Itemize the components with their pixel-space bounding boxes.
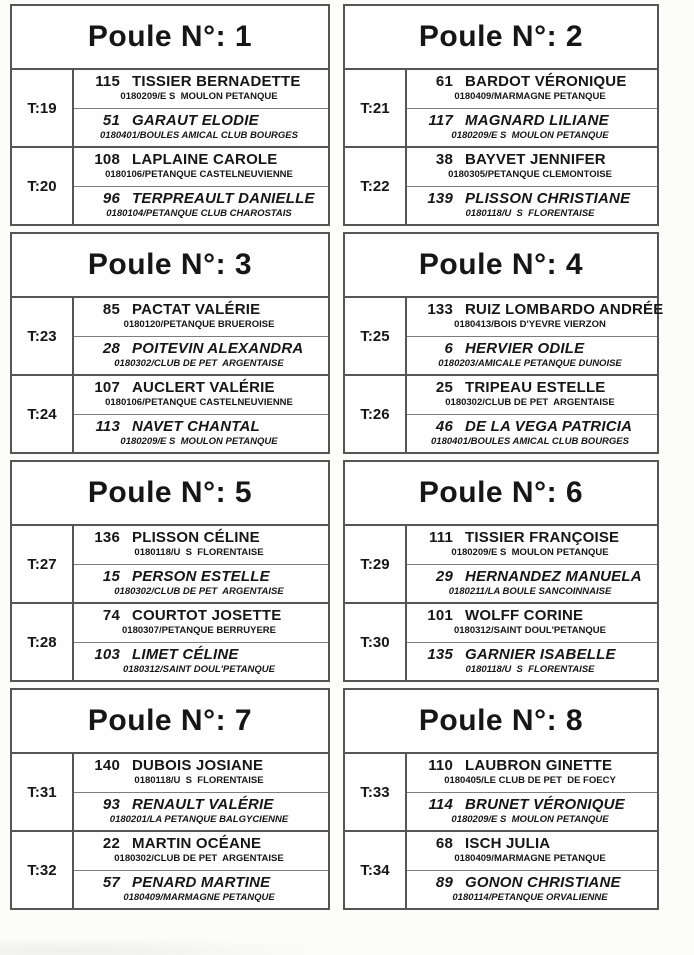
- teams-cell: [74, 376, 328, 452]
- team-line: [74, 379, 324, 396]
- team-club: 0180118/U S FLORENTAISE: [134, 775, 264, 787]
- team-name: PACTAT VALÉRIE: [132, 301, 261, 319]
- team-line: [74, 418, 324, 435]
- team-line: [74, 529, 324, 546]
- team-number: 29: [435, 567, 453, 585]
- team-name: TISSIER BERNADETTE: [132, 73, 301, 91]
- team-entry: [74, 415, 328, 453]
- team-entry: [74, 832, 328, 871]
- team-line: [407, 646, 653, 663]
- team-entry: [407, 298, 664, 337]
- team-club: 0180118/U S FLORENTAISE: [465, 207, 595, 219]
- team-name: PERSON ESTELLE: [132, 567, 270, 585]
- team-number: 140: [94, 757, 120, 775]
- match-row: [12, 754, 328, 832]
- team-name: HERNANDEZ MANUELA: [465, 567, 642, 585]
- team-club: 0180302/CLUB DE PET ARGENTAISE: [114, 357, 284, 369]
- team-name: GARAUT ELODIE: [132, 111, 259, 129]
- team-number: 114: [428, 795, 453, 813]
- team-club: 0180201/LA PETANQUE BALGYCIENNE: [109, 813, 289, 825]
- team-entry: [407, 376, 657, 415]
- team-number: 74: [102, 607, 120, 625]
- team-club: 0180106/PETANQUE CASTELNEUVIENNE: [105, 169, 293, 181]
- teams-cell: [407, 832, 657, 908]
- team-name: TERPREAULT DANIELLE: [132, 189, 315, 207]
- team-line: [407, 73, 653, 90]
- team-club: 0180120/PETANQUE BRUEROISE: [123, 319, 275, 331]
- pool-title: Poule N°: 5: [12, 462, 328, 526]
- team-club: 0180302/CLUB DE PET ARGENTAISE: [445, 397, 615, 409]
- team-name: NAVET CHANTAL: [132, 417, 260, 435]
- team-entry: [74, 70, 328, 109]
- match-row: [345, 70, 657, 148]
- pool-title: Poule N°: 7: [12, 690, 328, 754]
- terrain-label: T:22: [345, 148, 407, 224]
- team-club: 0180114/PETANQUE ORVALIENNE: [452, 891, 608, 903]
- team-entry: [74, 643, 328, 681]
- team-entry: [407, 109, 657, 147]
- team-entry: [407, 871, 657, 909]
- team-number: 110: [428, 757, 453, 775]
- team-line: [407, 340, 653, 357]
- team-line: [74, 301, 324, 318]
- terrain-label: T:21: [345, 70, 407, 146]
- team-entry: [407, 565, 657, 603]
- team-line: [407, 112, 653, 129]
- pools-grid: [10, 4, 664, 910]
- teams-cell: [407, 376, 657, 452]
- match-row: [12, 526, 328, 604]
- match-row: [345, 148, 657, 224]
- teams-cell: [407, 526, 657, 602]
- pool-table: [343, 460, 659, 682]
- teams-cell: [74, 832, 328, 908]
- terrain-label: T:19: [12, 70, 74, 146]
- team-line: [407, 418, 653, 435]
- team-number: 46: [435, 417, 453, 435]
- pool-title: Poule N°: 1: [12, 6, 328, 70]
- pool-table: [343, 4, 659, 226]
- match-row: [12, 604, 328, 680]
- team-line: [74, 796, 324, 813]
- team-club: 0180118/U S FLORENTAISE: [465, 663, 595, 675]
- team-entry: [407, 415, 657, 453]
- team-number: 115: [95, 73, 120, 91]
- match-row: [12, 70, 328, 148]
- team-line: [407, 568, 653, 585]
- team-line: [407, 151, 653, 168]
- team-club: 0180106/PETANQUE CASTELNEUVIENNE: [105, 397, 293, 409]
- team-number: 113: [95, 417, 120, 435]
- team-entry: [407, 754, 657, 793]
- team-name: AUCLERT VALÉRIE: [132, 379, 275, 397]
- team-line: [74, 646, 324, 663]
- team-club: 0180104/PETANQUE CLUB CHAROSTAIS: [106, 207, 292, 219]
- team-name: HERVIER ODILE: [465, 339, 585, 357]
- team-entry: [74, 793, 328, 831]
- team-club: 0180413/BOIS D'YEVRE VIERZON: [454, 319, 606, 331]
- team-entry: [407, 337, 657, 375]
- team-number: 108: [94, 151, 120, 169]
- pool-table: [343, 232, 664, 454]
- team-club: 0180209/E S MOULON PETANQUE: [451, 813, 609, 825]
- terrain-label: T:29: [345, 526, 407, 602]
- team-entry: [74, 148, 328, 187]
- pool-table: [343, 688, 659, 910]
- pool-title: Poule N°: 2: [345, 6, 657, 70]
- team-name: GARNIER ISABELLE: [465, 645, 616, 663]
- team-number: 107: [94, 379, 120, 397]
- team-number: 111: [429, 529, 453, 547]
- team-name: RUIZ LOMBARDO ANDRÉE: [465, 301, 664, 319]
- team-club: 0180209/E S MOULON PETANQUE: [451, 129, 609, 141]
- terrain-label: T:23: [12, 298, 74, 374]
- team-name: MARTIN OCÉANE: [132, 835, 262, 853]
- team-name: LAUBRON GINETTE: [465, 757, 613, 775]
- teams-cell: [74, 70, 328, 146]
- team-club: 0180401/BOULES AMICAL CLUB BOURGES: [100, 129, 298, 141]
- team-name: PLISSON CHRISTIANE: [465, 189, 631, 207]
- team-line: [407, 835, 653, 852]
- teams-cell: [74, 298, 328, 374]
- teams-cell: [74, 604, 328, 680]
- pool-table: [10, 688, 330, 910]
- team-name: WOLFF CORINE: [465, 607, 584, 625]
- team-line: [407, 874, 653, 891]
- team-club: 0180409/MARMAGNE PETANQUE: [123, 891, 275, 903]
- team-line: [74, 835, 324, 852]
- team-entry: [74, 565, 328, 603]
- team-number: 85: [102, 301, 120, 319]
- teams-cell: [407, 70, 657, 146]
- team-line: [407, 529, 653, 546]
- match-row: [345, 298, 664, 376]
- team-number: 22: [102, 835, 120, 853]
- team-club: 0180302/CLUB DE PET ARGENTAISE: [114, 585, 284, 597]
- team-entry: [74, 187, 328, 225]
- terrain-label: T:27: [12, 526, 74, 602]
- team-line: [407, 796, 653, 813]
- pool-table: [10, 232, 330, 454]
- team-line: [407, 607, 653, 624]
- terrain-label: T:26: [345, 376, 407, 452]
- team-entry: [407, 148, 657, 187]
- team-name: TRIPEAU ESTELLE: [465, 379, 606, 397]
- team-number: 136: [94, 529, 120, 547]
- team-line: [407, 379, 653, 396]
- team-entry: [407, 526, 657, 565]
- team-club: 0180118/U S FLORENTAISE: [134, 547, 264, 559]
- teams-cell: [407, 298, 664, 374]
- team-number: 57: [102, 873, 120, 891]
- team-club: 0180307/PETANQUE BERRUYERE: [122, 625, 276, 637]
- team-line: [407, 190, 653, 207]
- teams-cell: [74, 526, 328, 602]
- team-line: [407, 301, 664, 319]
- teams-cell: [74, 754, 328, 830]
- terrain-label: T:28: [12, 604, 74, 680]
- match-row: [345, 604, 657, 680]
- teams-cell: [407, 604, 657, 680]
- team-line: [74, 568, 324, 585]
- team-name: MAGNARD LILIANE: [465, 111, 609, 129]
- team-club: 0180409/MARMAGNE PETANQUE: [454, 91, 606, 103]
- team-club: 0180209/E S MOULON PETANQUE: [120, 91, 278, 103]
- team-number: 6: [444, 339, 453, 357]
- team-club: 0180312/SAINT DOUL'PETANQUE: [122, 663, 275, 675]
- team-line: [74, 607, 324, 624]
- team-entry: [74, 376, 328, 415]
- team-number: 139: [427, 189, 453, 207]
- terrain-label: T:24: [12, 376, 74, 452]
- team-name: BRUNET VÉRONIQUE: [465, 795, 625, 813]
- team-club: 0180401/BOULES AMICAL CLUB BOURGES: [431, 435, 629, 447]
- team-number: 28: [102, 339, 120, 357]
- team-line: [74, 340, 324, 357]
- team-entry: [74, 754, 328, 793]
- team-name: LAPLAINE CAROLE: [132, 151, 278, 169]
- team-club: 0180312/SAINT DOUL'PETANQUE: [453, 625, 606, 637]
- match-row: [345, 832, 657, 908]
- team-name: BAYVET JENNIFER: [465, 151, 606, 169]
- team-entry: [74, 337, 328, 375]
- team-club: 0180409/MARMAGNE PETANQUE: [454, 853, 606, 865]
- team-line: [74, 112, 324, 129]
- team-line: [74, 757, 324, 774]
- team-name: BARDOT VÉRONIQUE: [465, 73, 627, 91]
- pool-title: Poule N°: 3: [12, 234, 328, 298]
- terrain-label: T:32: [12, 832, 74, 908]
- teams-cell: [407, 148, 657, 224]
- team-number: 61: [435, 73, 453, 91]
- team-entry: [407, 643, 657, 681]
- team-line: [407, 757, 653, 774]
- team-name: GONON CHRISTIANE: [465, 873, 621, 891]
- team-number: 135: [427, 645, 453, 663]
- match-row: [345, 376, 657, 452]
- team-line: [74, 73, 324, 90]
- teams-cell: [74, 148, 328, 224]
- terrain-label: T:33: [345, 754, 407, 830]
- team-number: 25: [435, 379, 453, 397]
- team-club: 0180302/CLUB DE PET ARGENTAISE: [114, 853, 284, 865]
- pool-title: Poule N°: 4: [345, 234, 657, 298]
- team-number: 38: [435, 151, 453, 169]
- team-number: 96: [102, 189, 120, 207]
- team-club: 0180211/LA BOULE SANCOINNAISE: [448, 585, 612, 597]
- team-club: 0180305/PETANQUE CLEMONTOISE: [448, 169, 612, 181]
- team-name: RENAULT VALÉRIE: [132, 795, 274, 813]
- match-row: [12, 376, 328, 452]
- team-name: PENARD MARTINE: [132, 873, 271, 891]
- team-number: 101: [427, 607, 453, 625]
- team-club: 0180405/LE CLUB DE PET DE FOECY: [444, 775, 616, 787]
- team-entry: [407, 70, 657, 109]
- teams-cell: [407, 754, 657, 830]
- team-line: [74, 151, 324, 168]
- team-entry: [74, 604, 328, 643]
- team-name: ISCH JULIA: [465, 835, 551, 853]
- team-name: PLISSON CÉLINE: [132, 529, 260, 547]
- team-entry: [74, 298, 328, 337]
- team-number: 15: [102, 567, 120, 585]
- terrain-label: T:30: [345, 604, 407, 680]
- team-name: COURTOT JOSETTE: [132, 607, 282, 625]
- match-row: [12, 832, 328, 908]
- pool-table: [10, 460, 330, 682]
- team-name: LIMET CÉLINE: [132, 645, 239, 663]
- terrain-label: T:20: [12, 148, 74, 224]
- team-club: 0180209/E S MOULON PETANQUE: [120, 435, 278, 447]
- terrain-label: T:31: [12, 754, 74, 830]
- match-row: [12, 148, 328, 224]
- team-name: TISSIER FRANÇOISE: [465, 529, 620, 547]
- terrain-label: T:25: [345, 298, 407, 374]
- team-club: 0180209/E S MOULON PETANQUE: [451, 547, 609, 559]
- team-club: 0180203/AMICALE PETANQUE DUNOISE: [438, 357, 622, 369]
- team-number: 93: [102, 795, 120, 813]
- team-entry: [74, 109, 328, 147]
- team-entry: [74, 871, 328, 909]
- team-entry: [407, 793, 657, 831]
- match-row: [12, 298, 328, 376]
- pool-title: Poule N°: 6: [345, 462, 657, 526]
- team-name: DUBOIS JOSIANE: [132, 757, 264, 775]
- team-entry: [407, 832, 657, 871]
- match-row: [345, 754, 657, 832]
- team-entry: [407, 187, 657, 225]
- pool-table: [10, 4, 330, 226]
- team-line: [74, 874, 324, 891]
- team-number: 103: [94, 645, 120, 663]
- team-line: [74, 190, 324, 207]
- team-name: DE LA VEGA PATRICIA: [465, 417, 633, 435]
- pool-title: Poule N°: 8: [345, 690, 657, 754]
- terrain-label: T:34: [345, 832, 407, 908]
- team-entry: [407, 604, 657, 643]
- team-number: 68: [435, 835, 453, 853]
- team-number: 133: [427, 301, 453, 319]
- team-number: 51: [102, 111, 120, 129]
- team-entry: [74, 526, 328, 565]
- match-row: [345, 526, 657, 604]
- team-number: 117: [428, 111, 453, 129]
- team-number: 89: [435, 873, 453, 891]
- team-name: POITEVIN ALEXANDRA: [132, 339, 304, 357]
